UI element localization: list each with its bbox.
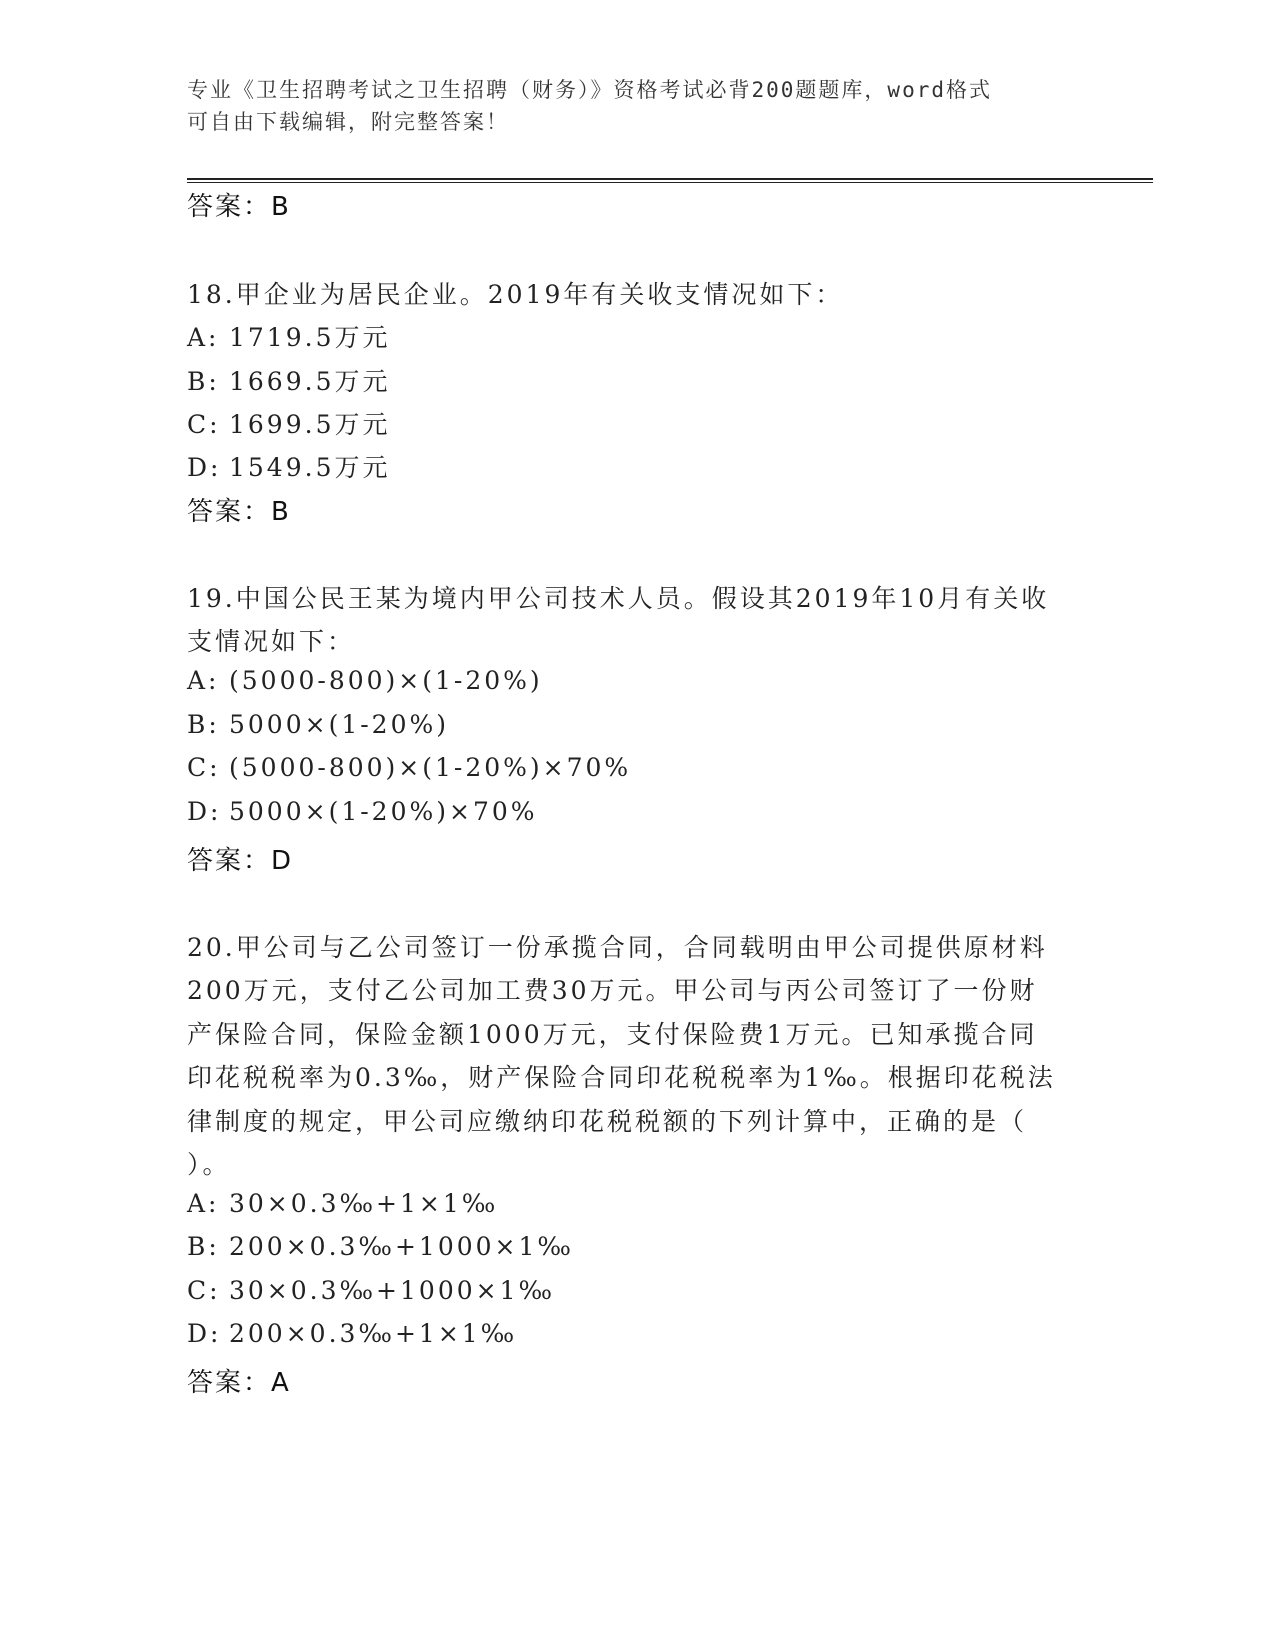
question-19-option-c	[187, 753, 631, 782]
question-18-option-b	[187, 362, 390, 398]
question-20-answer: 答案：A	[187, 1368, 291, 1398]
question-18-option-c	[187, 405, 390, 441]
header-line-2: 可自由下载编辑，附完整答案！	[187, 110, 509, 134]
option-text: 200×0.3‰+1000×1‰	[229, 1232, 574, 1261]
option-text: (5000-800)×(1-20%)	[229, 666, 543, 695]
question-20-text-line-6: ）。	[187, 1150, 231, 1179]
option-text: 5000×(1-20%)	[229, 710, 449, 739]
question-19-option-b	[187, 710, 449, 739]
option-label: D:	[187, 453, 222, 482]
option-label: D:	[187, 1319, 222, 1348]
question-20-option-c	[187, 1276, 555, 1305]
answer-prev: 答案：B	[187, 192, 291, 222]
question-20-option-a	[187, 1189, 498, 1218]
question-19-text-line-2: 支情况如下：	[187, 627, 356, 656]
header-divider-thin	[187, 182, 1153, 183]
question-20-text-line-2: 200万元，支付乙公司加工费30万元。甲公司与丙公司签订了一份财	[187, 976, 1038, 1005]
option-text: 5000×(1-20%)×70%	[229, 797, 538, 826]
option-text: 30×0.3‰+1000×1‰	[229, 1276, 556, 1305]
header-divider-thick	[187, 178, 1153, 180]
question-20-option-d	[187, 1319, 517, 1348]
question-18-answer: 答案：B	[187, 497, 291, 527]
question-18-option-a	[187, 318, 390, 354]
option-text: 1719.5万元	[229, 323, 391, 352]
option-label: D:	[187, 797, 222, 826]
option-text: 1669.5万元	[229, 367, 391, 396]
option-text: 30×0.3‰+1×1‰	[229, 1189, 499, 1218]
option-label: A:	[187, 1189, 220, 1218]
option-text: (5000-800)×(1-20%)×70%	[229, 753, 632, 782]
option-label: B:	[187, 367, 220, 396]
option-text: 200×0.3‰+1×1‰	[229, 1319, 518, 1348]
question-19-text-line-1: 19.中国公民王某为境内甲公司技术人员。假设其2019年10月有关收	[187, 584, 1050, 613]
option-label: B:	[187, 710, 220, 739]
option-label: C:	[187, 410, 221, 439]
question-19-option-a	[187, 666, 543, 695]
question-20-text-line-4: 印花税税率为0.3‰，财产保险合同印花税税率为1‰。根据印花税法	[187, 1063, 1056, 1092]
option-label: C:	[187, 1276, 221, 1305]
question-20-text-line-3: 产保险合同，保险金额1000万元，支付保险费1万元。已知承揽合同	[187, 1020, 1038, 1049]
question-19-answer: 答案：D	[187, 846, 294, 876]
header-line-1: 专业《卫生招聘考试之卫生招聘（财务）》资格考试必背200题题库，word格式	[187, 78, 992, 102]
option-label: B:	[187, 1232, 220, 1261]
option-label: A:	[187, 323, 220, 352]
option-label: A:	[187, 666, 220, 695]
question-18-text: 18.甲企业为居民企业。2019年有关收支情况如下：	[187, 280, 844, 309]
document-header	[187, 74, 1067, 138]
option-text: 1549.5万元	[229, 453, 391, 482]
question-20-text-line-1: 20.甲公司与乙公司签订一份承揽合同，合同载明由甲公司提供原材料	[187, 933, 1048, 962]
option-label: C:	[187, 753, 221, 782]
question-20-text-line-5: 律制度的规定，甲公司应缴纳印花税税额的下列计算中，正确的是（	[187, 1107, 1028, 1136]
option-text: 1699.5万元	[229, 410, 391, 439]
question-19-option-d	[187, 797, 538, 826]
question-20-option-b	[187, 1232, 574, 1261]
question-18-option-d	[187, 448, 390, 484]
